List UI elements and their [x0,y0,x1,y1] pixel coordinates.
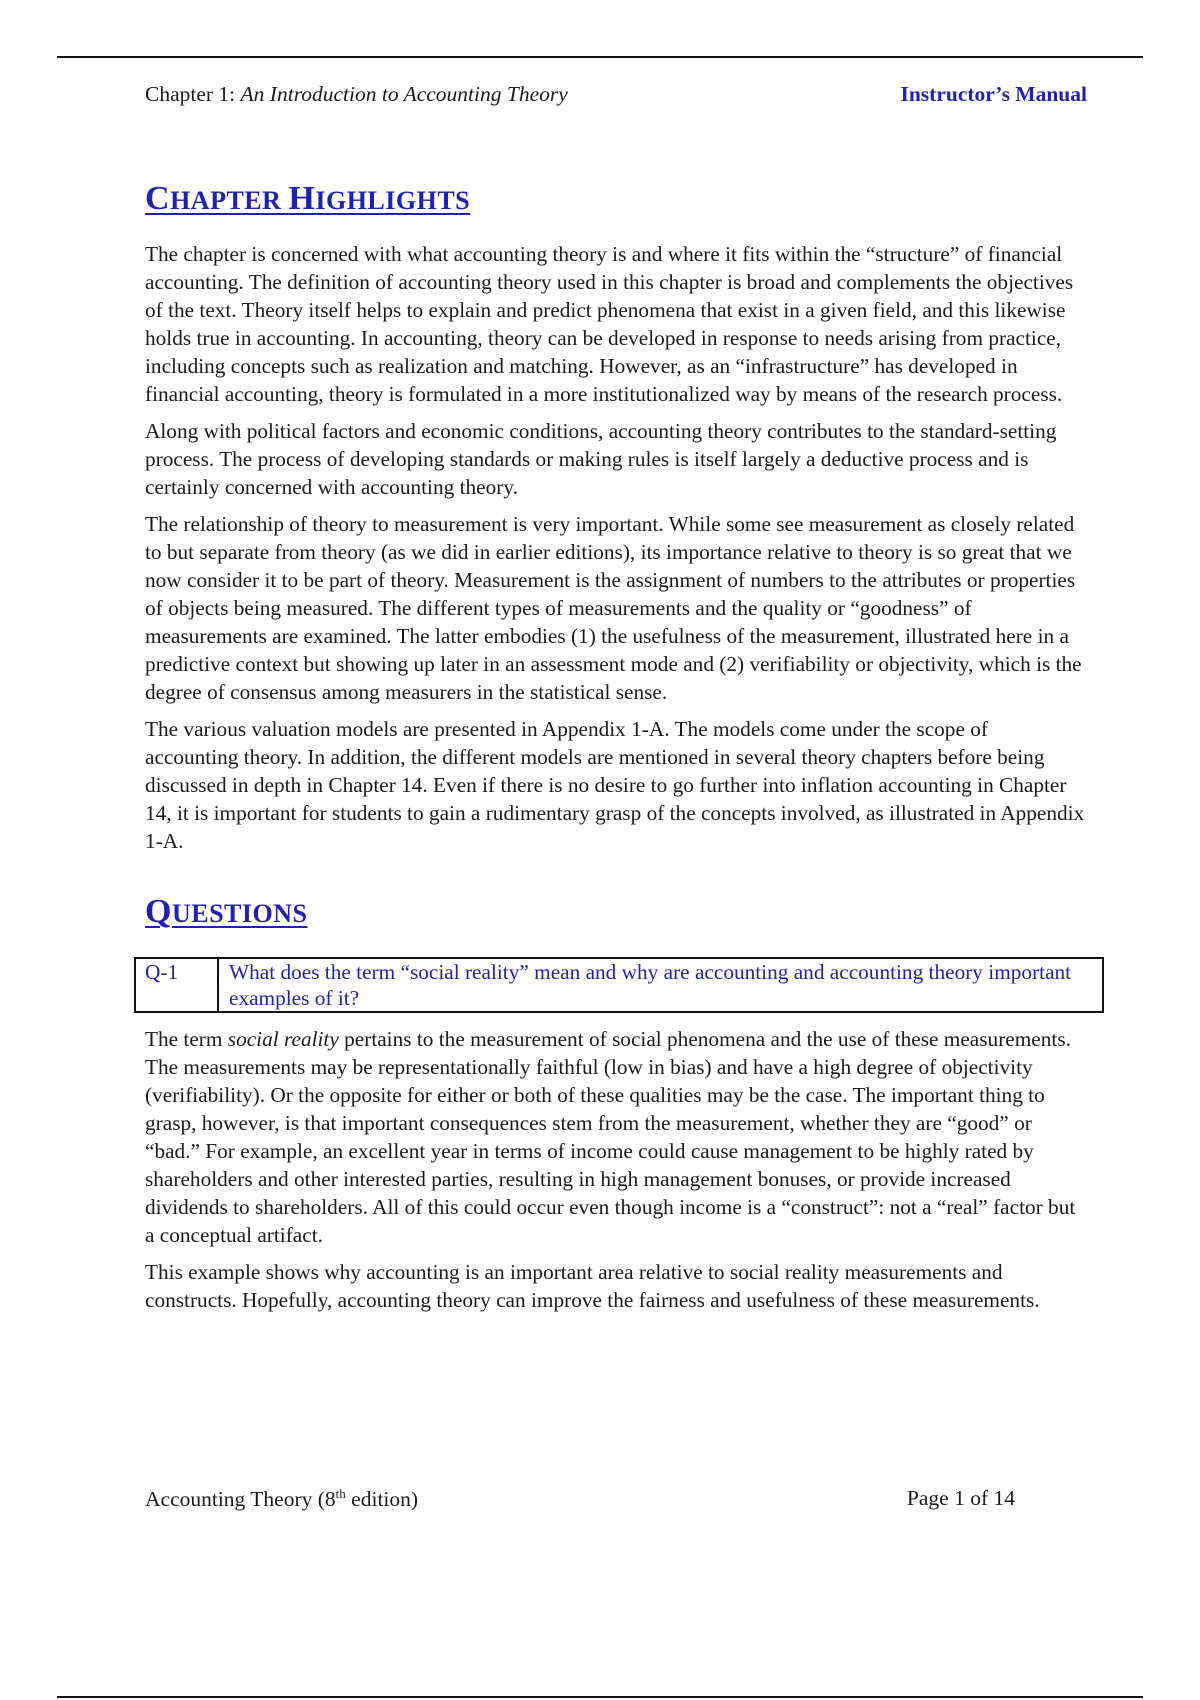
highlights-paragraph: Along with political factors and economic conditions, accounting theory contributes to the standard-setting process. The process of developing standards or making rules is itself largely a deductive process and is certainly concerned with accounting theory. [145,419,1057,499]
page-header [145,82,1087,112]
top-rule [57,56,1143,58]
book-title-text: Accounting Theory (8 [145,1487,336,1512]
title-rest: HAPTER [170,186,289,215]
question-text: What does the term “social reality” mean and why are accounting and accounting theory important examples of it? [229,960,1072,1010]
answer-intro: The term [145,1027,228,1051]
section-title-questions [145,893,1085,931]
answer-paragraph [145,1025,1085,1249]
answer-paragraph: This example shows why accounting is an important area relative to social reality measurements and constructs. Hopefully, accounting theory can improve the fairness and usefulness of these measurements. [145,1260,1040,1312]
chapter-title: An Introduction to Accounting Theory [240,82,568,106]
book-title [145,1486,418,1512]
title-rest: IGHLIGHTS [315,186,471,215]
chapter-label [145,82,568,107]
page-content [145,180,1085,1323]
edition-sup: th [335,1486,346,1501]
title-cap: C [145,180,171,217]
title-cap: Q [145,893,172,930]
title-rest: UESTIONS [171,899,308,928]
section-title-highlights [145,180,1085,218]
title-cap: H [288,180,316,217]
answer-italic-term: social reality [227,1027,339,1051]
answer-body: pertains to the measurement of social phenomena and the use of these measurements. The measurements may be representationally faithful (low in bias) and have a high degree of objectivity (verifiability). Or the opposite for either or both of these qualities may be the case. The important thing to grasp, however, is that important consequences stem from the measurement, whether they are “good” or “bad.” For example, an excellent year in terms of income could cause management to be highly rated by shareholders and other interested parties, resulting in high management bonuses, or provide increased dividends to shareholders. All of this could occur even though income is a “construct”: not a “real” factor but a conceptual artifact. [145,1027,1076,1247]
highlights-paragraph: The various valuation models are presented in Appendix 1-A. The models come under the scope of accounting theory. In addition, the different models are mentioned in several theory chapters before being discussed in depth in Chapter 14. Even if there is no desire to go further into inflation accounting in Chapter 14, it is important for students to gain a rudimentary grasp of the concepts involved, as illustrated in Appendix 1-A. [145,717,1085,853]
page-number: Page 1 of 14 [906,1486,1015,1510]
highlights-paragraph: The chapter is concerned with what accounting theory is and where it fits within the “structure” of financial accounting. The definition of accounting theory used in this chapter is broad and complements the objectives of the text. Theory itself helps to explain and predict phenomena that exist in a given field, and this likewise holds true in accounting. In accounting, theory can be developed in response to needs arising from practice, including concepts such as realization and matching. However, as an “infrastructure” has developed in financial accounting, theory is formulated in a more institutionalized way by means of the research process. [145,242,1074,406]
highlights-paragraph: The relationship of theory to measurement is very important. While some see measurement as closely related to but separate from theory (as we did in earlier editions), its importance relative to theory is so great that we now consider it to be part of theory. Measurement is the assignment of numbers to the attributes or properties of objects being measured. The different types of measurements and the quality or “goodness” of measurements are examined. The latter embodies (1) the usefulness of the measurement, illustrated here in a predictive context but showing up later in an assessment mode and (2) verifiability or objectivity, which is the degree of consensus among measurers in the statistical sense. [145,512,1082,704]
bottom-rule [57,1696,1143,1698]
edition-rest: edition) [345,1487,419,1512]
question-box-q1 [134,957,1104,1013]
chapter-prefix: Chapter 1: [145,82,241,106]
question-id: Q-1 [136,959,219,1011]
manual-label: Instructor’s Manual [900,82,1087,106]
